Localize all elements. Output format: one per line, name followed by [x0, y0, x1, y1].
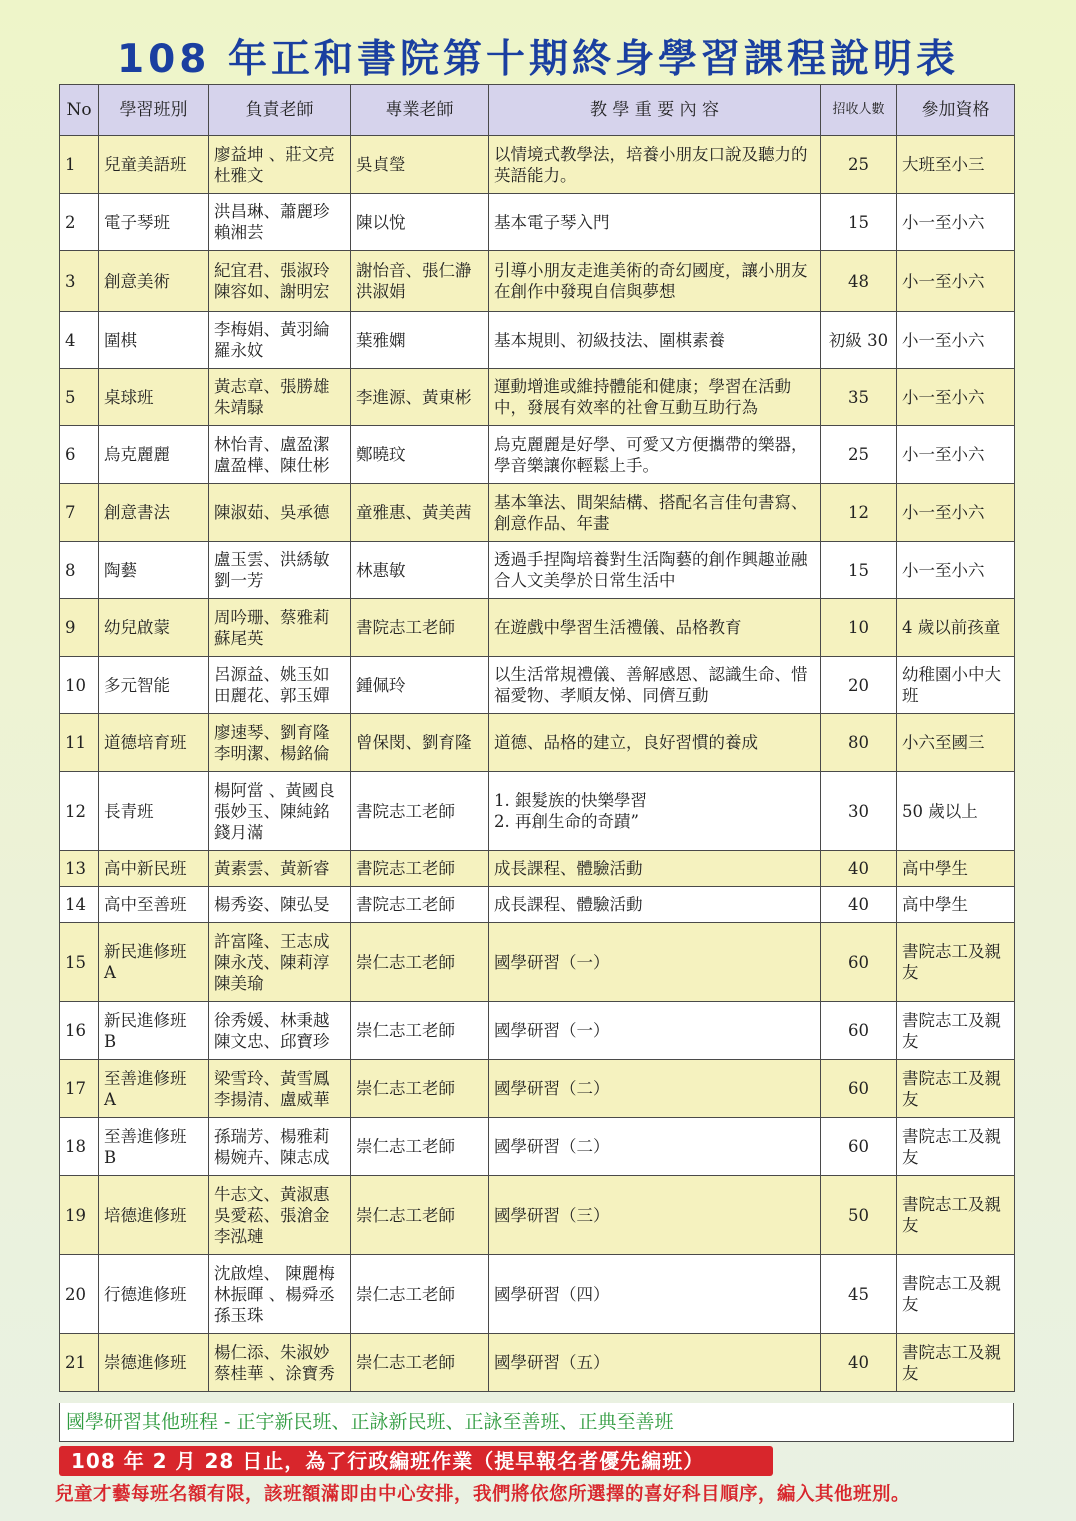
- cell-content: 基本電子琴入門: [489, 194, 821, 251]
- cell-no: 8: [60, 542, 99, 599]
- cell-eligibility: 書院志工及親友: [897, 1255, 1015, 1334]
- cell-capacity: 25: [821, 136, 897, 194]
- header-teacher: 專業老師: [351, 85, 489, 136]
- cell-class: 長青班: [99, 772, 209, 851]
- table-row: [60, 1334, 1015, 1392]
- cell-capacity: 20: [821, 657, 897, 714]
- deadline-banner: 108 年 2 月 28 日止，為了行政編班作業（提早報名者優先編班）: [59, 1446, 773, 1476]
- cell-eligibility: 小一至小六: [897, 369, 1015, 426]
- cell-class: 創意美術: [99, 251, 209, 312]
- cell-eligibility: 書院志工及親友: [897, 1002, 1015, 1060]
- cell-eligibility: 小一至小六: [897, 426, 1015, 484]
- cell-class: 多元智能: [99, 657, 209, 714]
- cell-eligibility: 高中學生: [897, 887, 1015, 923]
- cell-capacity: 60: [821, 923, 897, 1002]
- cell-class: 新民進修班 B: [99, 1002, 209, 1060]
- cell-no: 3: [60, 251, 99, 312]
- cell-no: 11: [60, 714, 99, 772]
- cell-teacher: 鍾佩玲: [351, 657, 489, 714]
- cell-leader: 紀宜君、張淑玲 陳容如、謝明宏: [209, 251, 351, 312]
- cell-capacity: 初級 30: [821, 312, 897, 369]
- cell-eligibility: 4 歲以前孩童: [897, 599, 1015, 657]
- cell-teacher: 書院志工老師: [351, 887, 489, 923]
- cell-capacity: 12: [821, 484, 897, 542]
- cell-leader: 黃志章、張勝雄 朱靖騄: [209, 369, 351, 426]
- cell-no: 6: [60, 426, 99, 484]
- cell-teacher: 崇仁志工老師: [351, 1334, 489, 1392]
- enrollment-note: 兒童才藝每班名額有限，該班額滿即由中心安排，我們將依您所選擇的喜好科目順序，編入其他班別。: [55, 1484, 911, 1505]
- table-row: [60, 136, 1015, 194]
- cell-class: 至善進修班 B: [99, 1118, 209, 1176]
- cell-capacity: 30: [821, 772, 897, 851]
- table-row: [60, 851, 1015, 887]
- cell-content: 1. 銀髮族的快樂學習 2. 再創生命的奇蹟”: [489, 772, 821, 851]
- cell-eligibility: 書院志工及親友: [897, 1118, 1015, 1176]
- cell-capacity: 15: [821, 542, 897, 599]
- cell-teacher: 陳以悅: [351, 194, 489, 251]
- table-row: [60, 426, 1015, 484]
- cell-no: 16: [60, 1002, 99, 1060]
- cell-class: 高中至善班: [99, 887, 209, 923]
- table-row: [60, 923, 1015, 1002]
- cell-capacity: 48: [821, 251, 897, 312]
- cell-eligibility: 幼稚園小中大班: [897, 657, 1015, 714]
- table-row: [60, 1118, 1015, 1176]
- cell-capacity: 40: [821, 1334, 897, 1392]
- cell-no: 13: [60, 851, 99, 887]
- cell-teacher: 崇仁志工老師: [351, 923, 489, 1002]
- cell-teacher: 書院志工老師: [351, 851, 489, 887]
- cell-content: 引導小朋友走進美術的奇幻國度，讓小朋友在創作中發現自信與夢想: [489, 251, 821, 312]
- cell-no: 5: [60, 369, 99, 426]
- table-row: [60, 887, 1015, 923]
- cell-no: 15: [60, 923, 99, 1002]
- cell-class: 行德進修班: [99, 1255, 209, 1334]
- cell-leader: 呂源益、姚玉如 田麗花、郭玉嬋: [209, 657, 351, 714]
- cell-leader: 陳淑茹、吳承德: [209, 484, 351, 542]
- cell-teacher: 崇仁志工老師: [351, 1060, 489, 1118]
- cell-leader: 洪昌琳、蕭麗珍 賴湘芸: [209, 194, 351, 251]
- cell-content: 國學研習（一）: [489, 1002, 821, 1060]
- cell-class: 創意書法: [99, 484, 209, 542]
- cell-no: 10: [60, 657, 99, 714]
- cell-class: 至善進修班 A: [99, 1060, 209, 1118]
- cell-teacher: 崇仁志工老師: [351, 1255, 489, 1334]
- table-row: [60, 312, 1015, 369]
- page-title: 108 年正和書院第十期終身學習課程說明表: [117, 37, 959, 82]
- cell-no: 7: [60, 484, 99, 542]
- cell-content: 以生活常規禮儀、善解感恩、認識生命、惜福愛物、孝順友悌、同儕互動: [489, 657, 821, 714]
- cell-class: 烏克麗麗: [99, 426, 209, 484]
- cell-teacher: 崇仁志工老師: [351, 1118, 489, 1176]
- table-row: [60, 714, 1015, 772]
- table-row: [60, 1176, 1015, 1255]
- cell-content: 烏克麗麗是好學、可愛又方便攜帶的樂器，學音樂讓你輕鬆上手。: [489, 426, 821, 484]
- cell-no: 20: [60, 1255, 99, 1334]
- cell-capacity: 80: [821, 714, 897, 772]
- cell-leader: 李梅娟、黃羽綸 羅永妏: [209, 312, 351, 369]
- header-no: No: [60, 85, 99, 136]
- cell-leader: 周吟珊、蔡雅莉 蘇尾英: [209, 599, 351, 657]
- cell-no: 19: [60, 1176, 99, 1255]
- cell-leader: 沈啟煌、 陳麗梅 林振暉 、楊舜丞 孫玉珠: [209, 1255, 351, 1334]
- cell-class: 兒童美語班: [99, 136, 209, 194]
- table-row: [60, 194, 1015, 251]
- cell-eligibility: 書院志工及親友: [897, 1176, 1015, 1255]
- header-eligibility: 參加資格: [897, 85, 1015, 136]
- cell-content: 國學研習（三）: [489, 1176, 821, 1255]
- cell-teacher: 吳貞瑩: [351, 136, 489, 194]
- cell-eligibility: 小一至小六: [897, 312, 1015, 369]
- cell-teacher: 童雅惠、黃美茜: [351, 484, 489, 542]
- cell-content: 基本筆法、間架結構、搭配名言佳句書寫、創意作品、年畫: [489, 484, 821, 542]
- table-row: [60, 599, 1015, 657]
- cell-no: 9: [60, 599, 99, 657]
- cell-capacity: 15: [821, 194, 897, 251]
- cell-teacher: 林惠敏: [351, 542, 489, 599]
- cell-content: 基本規則、初級技法、圍棋素養: [489, 312, 821, 369]
- cell-class: 桌球班: [99, 369, 209, 426]
- cell-class: 道德培育班: [99, 714, 209, 772]
- cell-eligibility: 小一至小六: [897, 484, 1015, 542]
- cell-content: 在遊戲中學習生活禮儀、品格教育: [489, 599, 821, 657]
- cell-content: 成長課程、體驗活動: [489, 887, 821, 923]
- header-capacity: 招收人數: [821, 85, 897, 136]
- table-header-row: [60, 85, 1015, 136]
- cell-eligibility: 大班至小三: [897, 136, 1015, 194]
- cell-no: 2: [60, 194, 99, 251]
- cell-content: 國學研習（四）: [489, 1255, 821, 1334]
- cell-leader: 徐秀媛、林秉越 陳文忠、邱寶珍: [209, 1002, 351, 1060]
- cell-leader: 廖益坤 、莊文亮 杜雅文: [209, 136, 351, 194]
- cell-teacher: 李進源、黃東彬: [351, 369, 489, 426]
- cell-eligibility: 50 歲以上: [897, 772, 1015, 851]
- cell-teacher: 崇仁志工老師: [351, 1002, 489, 1060]
- cell-teacher: 鄭曉玟: [351, 426, 489, 484]
- cell-no: 12: [60, 772, 99, 851]
- cell-content: 國學研習（二）: [489, 1060, 821, 1118]
- cell-capacity: 25: [821, 426, 897, 484]
- cell-no: 21: [60, 1334, 99, 1392]
- cell-eligibility: 書院志工及親友: [897, 1334, 1015, 1392]
- cell-teacher: 葉雅嫻: [351, 312, 489, 369]
- table-row: [60, 1002, 1015, 1060]
- cell-eligibility: 小一至小六: [897, 251, 1015, 312]
- cell-no: 4: [60, 312, 99, 369]
- cell-teacher: 曾保閔、劉育隆: [351, 714, 489, 772]
- cell-leader: 盧玉雲、洪綉敏 劉一芳: [209, 542, 351, 599]
- cell-class: 崇德進修班: [99, 1334, 209, 1392]
- cell-class: 圍棋: [99, 312, 209, 369]
- cell-leader: 林怡青、盧盈潔 盧盈樺、陳仕彬: [209, 426, 351, 484]
- cell-content: 成長課程、體驗活動: [489, 851, 821, 887]
- cell-content: 國學研習（二）: [489, 1118, 821, 1176]
- cell-eligibility: 小一至小六: [897, 542, 1015, 599]
- cell-capacity: 40: [821, 887, 897, 923]
- table-row: [60, 542, 1015, 599]
- cell-leader: 牛志文、黃淑惠 吳愛菘、張滄金 李泓璉: [209, 1176, 351, 1255]
- cell-eligibility: 小六至國三: [897, 714, 1015, 772]
- cell-teacher: 書院志工老師: [351, 772, 489, 851]
- cell-leader: 楊阿當 、黃國良 張妙玉、陳純銘 錢月滿: [209, 772, 351, 851]
- cell-eligibility: 高中學生: [897, 851, 1015, 887]
- header-leader: 負責老師: [209, 85, 351, 136]
- other-classes-note: 國學研習其他班程 - 正宇新民班、正詠新民班、正詠至善班、正典至善班: [59, 1403, 1014, 1442]
- cell-leader: 黃素雲、黃新睿: [209, 851, 351, 887]
- cell-class: 電子琴班: [99, 194, 209, 251]
- cell-class: 新民進修班 A: [99, 923, 209, 1002]
- cell-content: 道德、品格的建立，良好習慣的養成: [489, 714, 821, 772]
- cell-capacity: 10: [821, 599, 897, 657]
- cell-content: 以情境式教學法，培養小朋友口說及聽力的英語能力。: [489, 136, 821, 194]
- table-row: [60, 657, 1015, 714]
- cell-class: 高中新民班: [99, 851, 209, 887]
- table-row: [60, 484, 1015, 542]
- table-row: [60, 369, 1015, 426]
- cell-content: 國學研習（五）: [489, 1334, 821, 1392]
- header-class: 學習班別: [99, 85, 209, 136]
- cell-leader: 孫瑞芳、楊雅莉 楊婉卉、陳志成: [209, 1118, 351, 1176]
- cell-teacher: 謝怡音、張仁瀞 洪淑娟: [351, 251, 489, 312]
- cell-capacity: 45: [821, 1255, 897, 1334]
- cell-class: 培德進修班: [99, 1176, 209, 1255]
- cell-leader: 楊秀姿、陳弘旻: [209, 887, 351, 923]
- cell-content: 運動增進或維持體能和健康；學習在活動中，發展有效率的社會互動互助行為: [489, 369, 821, 426]
- cell-capacity: 35: [821, 369, 897, 426]
- course-table-body: [60, 136, 1015, 1392]
- cell-content: 國學研習（一）: [489, 923, 821, 1002]
- header-content: 教 學 重 要 內 容: [489, 85, 821, 136]
- cell-no: 14: [60, 887, 99, 923]
- cell-eligibility: 書院志工及親友: [897, 1060, 1015, 1118]
- cell-capacity: 40: [821, 851, 897, 887]
- table-row: [60, 1255, 1015, 1334]
- cell-content: 透過手捏陶培養對生活陶藝的創作興趣並融合人文美學於日常生活中: [489, 542, 821, 599]
- cell-leader: 梁雪玲、黃雪鳳 李揚清、盧威華: [209, 1060, 351, 1118]
- cell-teacher: 崇仁志工老師: [351, 1176, 489, 1255]
- cell-no: 18: [60, 1118, 99, 1176]
- cell-capacity: 60: [821, 1002, 897, 1060]
- cell-eligibility: 書院志工及親友: [897, 923, 1015, 1002]
- course-table: [59, 84, 1015, 1392]
- cell-class: 陶藝: [99, 542, 209, 599]
- cell-leader: 廖速琴、劉育隆 李明潔、楊銘倫: [209, 714, 351, 772]
- table-row: [60, 772, 1015, 851]
- cell-capacity: 60: [821, 1060, 897, 1118]
- cell-leader: 許富隆、王志成 陳永茂、陳莉淳 陳美瑜: [209, 923, 351, 1002]
- cell-capacity: 50: [821, 1176, 897, 1255]
- cell-leader: 楊仁添、朱淑妙 蔡桂華 、涂寶秀: [209, 1334, 351, 1392]
- table-row: [60, 251, 1015, 312]
- cell-capacity: 60: [821, 1118, 897, 1176]
- cell-teacher: 書院志工老師: [351, 599, 489, 657]
- table-row: [60, 1060, 1015, 1118]
- cell-no: 17: [60, 1060, 99, 1118]
- cell-class: 幼兒啟蒙: [99, 599, 209, 657]
- cell-no: 1: [60, 136, 99, 194]
- cell-eligibility: 小一至小六: [897, 194, 1015, 251]
